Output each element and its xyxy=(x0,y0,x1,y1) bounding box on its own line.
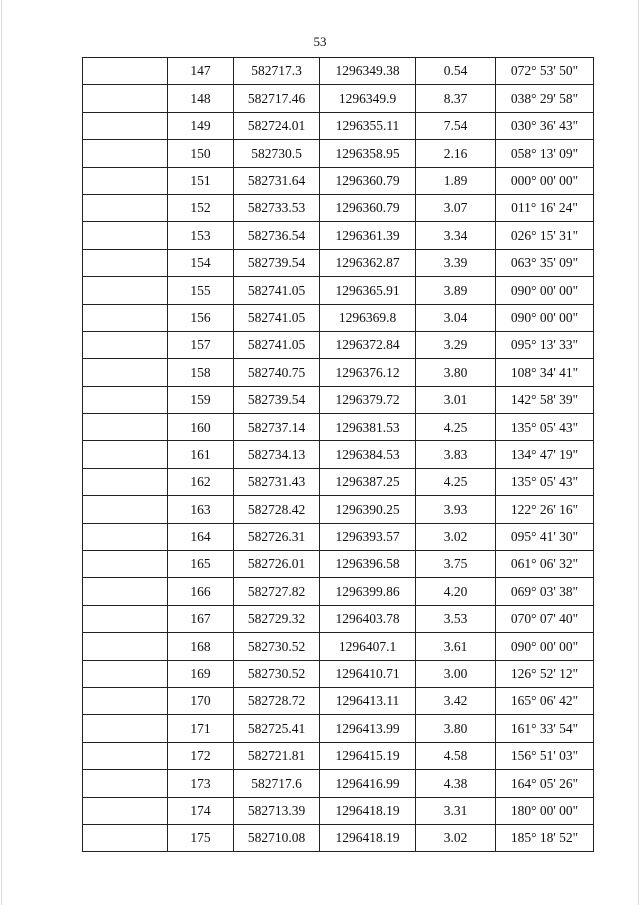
x-coordinate-cell: 582733.53 xyxy=(234,194,320,221)
direction-angle-cell: 038° 29' 58" xyxy=(496,85,594,112)
y-coordinate-cell: 1296410.71 xyxy=(320,660,416,687)
direction-angle-cell: 135° 05' 43" xyxy=(496,414,594,441)
segment-length-cell: 3.34 xyxy=(416,222,496,249)
direction-angle-cell: 165° 06' 42" xyxy=(496,687,594,714)
empty-cell xyxy=(83,605,168,632)
direction-angle-cell: 126° 52' 12" xyxy=(496,660,594,687)
direction-angle-cell: 185° 18' 52" xyxy=(496,824,594,851)
segment-length-cell: 3.93 xyxy=(416,496,496,523)
x-coordinate-cell: 582737.14 xyxy=(234,414,320,441)
y-coordinate-cell: 1296360.79 xyxy=(320,167,416,194)
x-coordinate-cell: 582741.05 xyxy=(234,304,320,331)
y-coordinate-cell: 1296418.19 xyxy=(320,797,416,824)
x-coordinate-cell: 582740.75 xyxy=(234,359,320,386)
empty-cell xyxy=(83,304,168,331)
y-coordinate-cell: 1296407.1 xyxy=(320,633,416,660)
empty-cell xyxy=(83,112,168,139)
point-number-cell: 156 xyxy=(168,304,234,331)
y-coordinate-cell: 1296415.19 xyxy=(320,742,416,769)
segment-length-cell: 0.54 xyxy=(416,58,496,85)
table-row xyxy=(83,331,594,358)
table-row xyxy=(83,578,594,605)
x-coordinate-cell: 582713.39 xyxy=(234,797,320,824)
table-row xyxy=(83,496,594,523)
table-row xyxy=(83,304,594,331)
x-coordinate-cell: 582721.81 xyxy=(234,742,320,769)
point-number-cell: 163 xyxy=(168,496,234,523)
point-number-cell: 166 xyxy=(168,578,234,605)
table-row xyxy=(83,194,594,221)
direction-angle-cell: 069° 03' 38" xyxy=(496,578,594,605)
y-coordinate-cell: 1296355.11 xyxy=(320,112,416,139)
empty-cell xyxy=(83,222,168,249)
direction-angle-cell: 164° 05' 26" xyxy=(496,770,594,797)
empty-cell xyxy=(83,633,168,660)
coordinates-table-body xyxy=(83,58,594,852)
direction-angle-cell: 063° 35' 09" xyxy=(496,249,594,276)
direction-angle-cell: 180° 00' 00" xyxy=(496,797,594,824)
table-row xyxy=(83,140,594,167)
point-number-cell: 158 xyxy=(168,359,234,386)
table-row xyxy=(83,222,594,249)
empty-cell xyxy=(83,414,168,441)
y-coordinate-cell: 1296416.99 xyxy=(320,770,416,797)
x-coordinate-cell: 582730.52 xyxy=(234,633,320,660)
y-coordinate-cell: 1296396.58 xyxy=(320,551,416,578)
y-coordinate-cell: 1296403.78 xyxy=(320,605,416,632)
scan-edge-right xyxy=(638,0,639,905)
point-number-cell: 171 xyxy=(168,715,234,742)
segment-length-cell: 3.04 xyxy=(416,304,496,331)
direction-angle-cell: 090° 00' 00" xyxy=(496,633,594,660)
x-coordinate-cell: 582739.54 xyxy=(234,386,320,413)
table-row xyxy=(83,824,594,851)
x-coordinate-cell: 582717.46 xyxy=(234,85,320,112)
table-row xyxy=(83,797,594,824)
y-coordinate-cell: 1296413.99 xyxy=(320,715,416,742)
table-row xyxy=(83,660,594,687)
point-number-cell: 147 xyxy=(168,58,234,85)
direction-angle-cell: 161° 33' 54" xyxy=(496,715,594,742)
y-coordinate-cell: 1296358.95 xyxy=(320,140,416,167)
empty-cell xyxy=(83,58,168,85)
segment-length-cell: 3.80 xyxy=(416,359,496,386)
point-number-cell: 168 xyxy=(168,633,234,660)
empty-cell xyxy=(83,523,168,550)
segment-length-cell: 3.75 xyxy=(416,551,496,578)
point-number-cell: 173 xyxy=(168,770,234,797)
y-coordinate-cell: 1296399.86 xyxy=(320,578,416,605)
direction-angle-cell: 122° 26' 16" xyxy=(496,496,594,523)
point-number-cell: 175 xyxy=(168,824,234,851)
y-coordinate-cell: 1296361.39 xyxy=(320,222,416,249)
point-number-cell: 154 xyxy=(168,249,234,276)
direction-angle-cell: 156° 51' 03" xyxy=(496,742,594,769)
segment-length-cell: 4.25 xyxy=(416,414,496,441)
empty-cell xyxy=(83,496,168,523)
x-coordinate-cell: 582731.43 xyxy=(234,468,320,495)
y-coordinate-cell: 1296349.9 xyxy=(320,85,416,112)
direction-angle-cell: 026° 15' 31" xyxy=(496,222,594,249)
y-coordinate-cell: 1296387.25 xyxy=(320,468,416,495)
empty-cell xyxy=(83,468,168,495)
point-number-cell: 148 xyxy=(168,85,234,112)
segment-length-cell: 3.39 xyxy=(416,249,496,276)
table-row xyxy=(83,715,594,742)
y-coordinate-cell: 1296384.53 xyxy=(320,441,416,468)
direction-angle-cell: 134° 47' 19" xyxy=(496,441,594,468)
x-coordinate-cell: 582739.54 xyxy=(234,249,320,276)
point-number-cell: 165 xyxy=(168,551,234,578)
point-number-cell: 153 xyxy=(168,222,234,249)
table-row xyxy=(83,441,594,468)
empty-cell xyxy=(83,687,168,714)
segment-length-cell: 3.89 xyxy=(416,277,496,304)
y-coordinate-cell: 1296360.79 xyxy=(320,194,416,221)
direction-angle-cell: 072° 53' 50" xyxy=(496,58,594,85)
point-number-cell: 152 xyxy=(168,194,234,221)
direction-angle-cell: 142° 58' 39" xyxy=(496,386,594,413)
empty-cell xyxy=(83,797,168,824)
y-coordinate-cell: 1296390.25 xyxy=(320,496,416,523)
x-coordinate-cell: 582728.42 xyxy=(234,496,320,523)
point-number-cell: 149 xyxy=(168,112,234,139)
table-row xyxy=(83,359,594,386)
direction-angle-cell: 108° 34' 41" xyxy=(496,359,594,386)
direction-angle-cell: 058° 13' 09" xyxy=(496,140,594,167)
direction-angle-cell: 070° 07' 40" xyxy=(496,605,594,632)
segment-length-cell: 3.29 xyxy=(416,331,496,358)
x-coordinate-cell: 582729.32 xyxy=(234,605,320,632)
direction-angle-cell: 000° 00' 00" xyxy=(496,167,594,194)
table-row xyxy=(83,85,594,112)
direction-angle-cell: 061° 06' 32" xyxy=(496,551,594,578)
point-number-cell: 160 xyxy=(168,414,234,441)
point-number-cell: 157 xyxy=(168,331,234,358)
table-row xyxy=(83,468,594,495)
segment-length-cell: 4.25 xyxy=(416,468,496,495)
segment-length-cell: 3.61 xyxy=(416,633,496,660)
point-number-cell: 167 xyxy=(168,605,234,632)
table-row xyxy=(83,58,594,85)
y-coordinate-cell: 1296379.72 xyxy=(320,386,416,413)
y-coordinate-cell: 1296372.84 xyxy=(320,331,416,358)
table-row xyxy=(83,167,594,194)
point-number-cell: 162 xyxy=(168,468,234,495)
point-number-cell: 161 xyxy=(168,441,234,468)
segment-length-cell: 3.02 xyxy=(416,523,496,550)
y-coordinate-cell: 1296418.19 xyxy=(320,824,416,851)
empty-cell xyxy=(83,770,168,797)
direction-angle-cell: 030° 36' 43" xyxy=(496,112,594,139)
table-row xyxy=(83,523,594,550)
segment-length-cell: 2.16 xyxy=(416,140,496,167)
empty-cell xyxy=(83,277,168,304)
point-number-cell: 169 xyxy=(168,660,234,687)
y-coordinate-cell: 1296413.11 xyxy=(320,687,416,714)
x-coordinate-cell: 582728.72 xyxy=(234,687,320,714)
scan-edge-left xyxy=(1,0,2,905)
direction-angle-cell: 090° 00' 00" xyxy=(496,304,594,331)
y-coordinate-cell: 1296381.53 xyxy=(320,414,416,441)
direction-angle-cell: 135° 05' 43" xyxy=(496,468,594,495)
point-number-cell: 170 xyxy=(168,687,234,714)
y-coordinate-cell: 1296376.12 xyxy=(320,359,416,386)
table-row xyxy=(83,277,594,304)
y-coordinate-cell: 1296369.8 xyxy=(320,304,416,331)
x-coordinate-cell: 582736.54 xyxy=(234,222,320,249)
segment-length-cell: 4.58 xyxy=(416,742,496,769)
empty-cell xyxy=(83,715,168,742)
table-row xyxy=(83,633,594,660)
point-number-cell: 159 xyxy=(168,386,234,413)
x-coordinate-cell: 582726.01 xyxy=(234,551,320,578)
table-row xyxy=(83,605,594,632)
empty-cell xyxy=(83,441,168,468)
x-coordinate-cell: 582724.01 xyxy=(234,112,320,139)
table-row xyxy=(83,770,594,797)
segment-length-cell: 3.02 xyxy=(416,824,496,851)
empty-cell xyxy=(83,167,168,194)
y-coordinate-cell: 1296349.38 xyxy=(320,58,416,85)
point-number-cell: 150 xyxy=(168,140,234,167)
table-row xyxy=(83,386,594,413)
x-coordinate-cell: 582730.5 xyxy=(234,140,320,167)
y-coordinate-cell: 1296393.57 xyxy=(320,523,416,550)
direction-angle-cell: 095° 41' 30" xyxy=(496,523,594,550)
x-coordinate-cell: 582741.05 xyxy=(234,277,320,304)
coordinates-table xyxy=(82,57,594,852)
direction-angle-cell: 095° 13' 33" xyxy=(496,331,594,358)
segment-length-cell: 7.54 xyxy=(416,112,496,139)
empty-cell xyxy=(83,660,168,687)
point-number-cell: 155 xyxy=(168,277,234,304)
table-row xyxy=(83,249,594,276)
segment-length-cell: 3.83 xyxy=(416,441,496,468)
empty-cell xyxy=(83,359,168,386)
empty-cell xyxy=(83,742,168,769)
segment-length-cell: 3.31 xyxy=(416,797,496,824)
table-row xyxy=(83,551,594,578)
x-coordinate-cell: 582717.6 xyxy=(234,770,320,797)
table-row xyxy=(83,112,594,139)
point-number-cell: 174 xyxy=(168,797,234,824)
segment-length-cell: 4.20 xyxy=(416,578,496,605)
empty-cell xyxy=(83,331,168,358)
segment-length-cell: 3.80 xyxy=(416,715,496,742)
point-number-cell: 172 xyxy=(168,742,234,769)
empty-cell xyxy=(83,824,168,851)
y-coordinate-cell: 1296365.91 xyxy=(320,277,416,304)
segment-length-cell: 3.07 xyxy=(416,194,496,221)
point-number-cell: 151 xyxy=(168,167,234,194)
segment-length-cell: 3.00 xyxy=(416,660,496,687)
direction-angle-cell: 011° 16' 24" xyxy=(496,194,594,221)
segment-length-cell: 3.42 xyxy=(416,687,496,714)
x-coordinate-cell: 582717.3 xyxy=(234,58,320,85)
x-coordinate-cell: 582734.13 xyxy=(234,441,320,468)
empty-cell xyxy=(83,85,168,112)
empty-cell xyxy=(83,249,168,276)
segment-length-cell: 8.37 xyxy=(416,85,496,112)
x-coordinate-cell: 582710.08 xyxy=(234,824,320,851)
point-number-cell: 164 xyxy=(168,523,234,550)
x-coordinate-cell: 582725.41 xyxy=(234,715,320,742)
empty-cell xyxy=(83,551,168,578)
y-coordinate-cell: 1296362.87 xyxy=(320,249,416,276)
table-row xyxy=(83,414,594,441)
empty-cell xyxy=(83,386,168,413)
x-coordinate-cell: 582731.64 xyxy=(234,167,320,194)
x-coordinate-cell: 582730.52 xyxy=(234,660,320,687)
table-row xyxy=(83,742,594,769)
segment-length-cell: 1.89 xyxy=(416,167,496,194)
x-coordinate-cell: 582726.31 xyxy=(234,523,320,550)
x-coordinate-cell: 582727.82 xyxy=(234,578,320,605)
empty-cell xyxy=(83,578,168,605)
empty-cell xyxy=(83,194,168,221)
table-row xyxy=(83,687,594,714)
page-number: 53 xyxy=(313,34,327,49)
x-coordinate-cell: 582741.05 xyxy=(234,331,320,358)
segment-length-cell: 3.01 xyxy=(416,386,496,413)
segment-length-cell: 3.53 xyxy=(416,605,496,632)
empty-cell xyxy=(83,140,168,167)
segment-length-cell: 4.38 xyxy=(416,770,496,797)
direction-angle-cell: 090° 00' 00" xyxy=(496,277,594,304)
